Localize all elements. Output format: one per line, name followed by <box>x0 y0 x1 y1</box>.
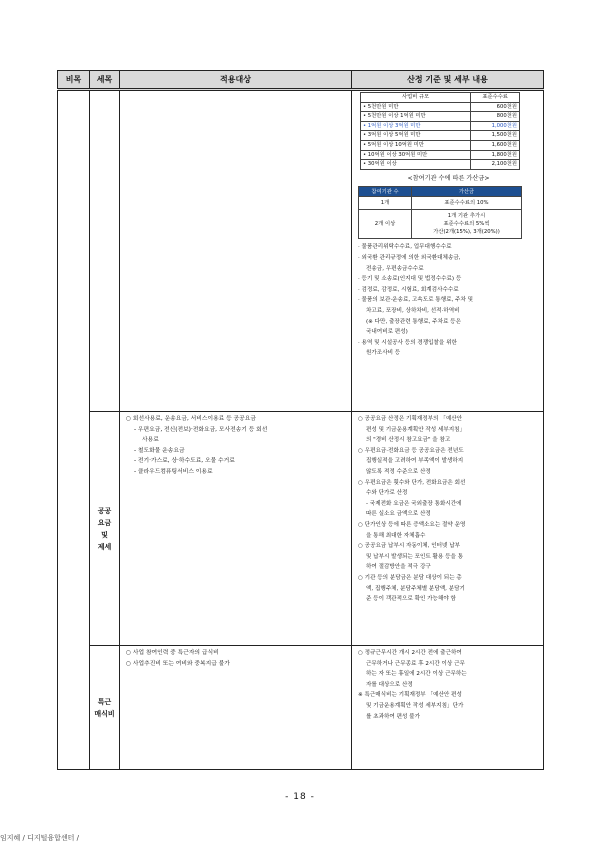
text-line: 자를 대상으로 산정 <box>366 681 413 688</box>
fee-header-scale: 사업비 규모 <box>361 93 471 103</box>
subcategory-label-line: 및 <box>101 530 108 539</box>
surcharge-caption: <참여기관 수에 따른 가산금> <box>407 174 490 182</box>
target-cell <box>120 412 352 646</box>
target-cell <box>120 646 352 770</box>
text-line: · 검정료, 감정료, 시험료, 회계검사수수료 <box>358 286 459 293</box>
subcategory-label-line: 특근 <box>97 697 112 706</box>
fee-row-value: 600천원 <box>471 102 520 112</box>
header-subcategory: 세목 <box>90 71 120 90</box>
text-line: - 클라우드컴퓨팅서비스 이용료 <box>134 468 213 475</box>
text-line: ○ 사업 참여인력 중 특근자의 급식비 <box>126 650 219 656</box>
fee-row-scale: • 30억원 이상 <box>361 160 471 170</box>
subcategory-label-line: 제세 <box>97 542 112 551</box>
subcategory-label-line: 매식비 <box>94 709 115 718</box>
text-line: 및 납부시 발생되는 포인트 활용 등을 통 <box>366 553 464 560</box>
text-line: 근무하거나 근무종료 후 2시간 이상 근무 <box>366 660 465 667</box>
text-line: 원가조사비 등 <box>366 350 401 357</box>
text-line: 차고료, 포장비, 상하차비, 선적·하역비 <box>366 307 460 314</box>
header-detail: 산정 기준 및 세부 내용 <box>352 71 544 90</box>
text-line: ○ 공공요금 납부시 자동이체, 인터넷 납부 <box>358 543 461 550</box>
surcharge-row1-count: 1개 <box>359 197 412 210</box>
text-line: 하는 자 또는 휴일에 2시간 이상 근무하는 <box>366 671 467 678</box>
subcategory-public-fees <box>90 412 120 646</box>
section3-detail-text <box>352 646 543 724</box>
text-line: (※ 다만, 출장관련 통행료, 주차료 등은 <box>366 318 461 325</box>
category-cell <box>58 90 90 770</box>
fee-row-scale: • 3억원 이상 5억원 미만 <box>361 131 471 141</box>
text-line: 를 초과하여 편성 불가 <box>366 713 420 720</box>
section2-detail-text <box>352 412 543 607</box>
fee-row-scale: • 1억원 이상 3억원 미만 <box>361 121 471 131</box>
surcharge-row2-line: 1개 기관 추가시 <box>447 213 486 220</box>
fee-row <box>361 121 520 131</box>
fee-row-scale: • 5천만원 미만 <box>361 102 471 112</box>
surcharge-row2-line: 표준수수료의 5%씩 <box>443 221 490 228</box>
budget-table <box>57 70 544 770</box>
text-line: 사용료 <box>142 437 159 444</box>
text-line: 액, 집행주체, 분담주체별 분담액, 분담기 <box>366 585 465 592</box>
fee-row <box>361 131 520 141</box>
table-row <box>58 646 544 770</box>
fee-row-value: 800천원 <box>471 112 520 122</box>
text-line: ○ 사업추진비 또는 여비와 중복지급 불가 <box>126 660 230 667</box>
page-number: - 18 - <box>285 792 315 802</box>
text-line: 수와 단가로 산정 <box>366 490 408 497</box>
fee-row <box>361 160 520 170</box>
detail-cell <box>352 646 544 770</box>
fee-row-scale: • 5천만원 이상 1억원 미만 <box>361 112 471 122</box>
text-line: ○ 우편요금은 횟수와 단가, 전화요금은 회선 <box>358 479 466 486</box>
text-line: 전송금, 우편송금수수료 <box>366 265 424 272</box>
text-line: - 우편요금, 전신(전보)·전화요금, 모사전송기 등 회선 <box>134 426 268 433</box>
section1-detail-text <box>358 242 539 359</box>
text-line: · 용역 및 시설공사 등의 경쟁입찰을 위한 <box>358 339 457 346</box>
text-line: ○ 단가인상 등에 따른 증액소요는 절약 운영 <box>358 521 466 528</box>
text-line: 의 "경비 산정시 참고요금" 을 참고 <box>366 437 451 444</box>
surcharge-header-amount: 가산금 <box>412 187 522 197</box>
surcharge-row1-amount: 표준수수료의 10% <box>412 197 522 210</box>
fee-row-scale: • 5억원 이상 10억원 미만 <box>361 140 471 150</box>
text-line: 집행실적을 고려하여 부족액이 발생하지 <box>366 458 464 465</box>
subcategory-cell <box>90 90 120 412</box>
fee-row-scale: • 10억원 이상 30억원 미만 <box>361 150 471 160</box>
fee-row <box>361 150 520 160</box>
footer-text: 임지혜 / 디지털융합센터 / <box>0 834 80 842</box>
fee-row-value: 1,800천원 <box>471 150 520 160</box>
text-line: - 전기·가스료, 상·하수도료, 오물 수거료 <box>134 458 235 465</box>
text-line: - 국제전화 요금은 국외출장 통화시간에 <box>366 500 462 507</box>
detail-cell <box>352 90 544 412</box>
header-target: 적용대상 <box>120 71 352 90</box>
header-category: 비목 <box>58 71 90 90</box>
text-line: · 등기 및 소송료(인지대 및 법정수수료) 등 <box>358 276 462 283</box>
subcategory-label-line: 요금 <box>97 518 112 527</box>
fee-row <box>361 112 520 122</box>
section2-target-text <box>120 412 351 480</box>
section3-target-text <box>120 646 351 671</box>
table-row <box>58 412 544 646</box>
text-line: 않도록 적정 수준으로 산정 <box>366 468 431 475</box>
text-line: 국내여비로 편성) <box>366 329 408 336</box>
subcategory-overtime-meal <box>90 646 120 770</box>
fee-row-value: 1,500천원 <box>471 131 520 141</box>
fee-row <box>361 140 520 150</box>
text-line: 준 등이 객관적으로 확인 가능해야 함 <box>366 596 456 603</box>
target-cell <box>120 90 352 412</box>
text-line: 및 기금운용계획안 작성 세부지침」단가 <box>366 702 464 709</box>
text-line: 을 통해 최대한 자체흡수 <box>366 532 426 539</box>
text-line: · 외국환 관리규정에 의한 외국환대체송금, <box>358 254 461 261</box>
text-line: · 물품의 보관·운송료, 고속도로 통행료, 주차 및 <box>358 297 474 304</box>
standard-fee-table <box>360 92 520 170</box>
text-line: 편성 및 기금운용계획안 작성 세부지침」 <box>366 426 466 433</box>
text-line: 따른 실소요 금액으로 산정 <box>366 511 431 518</box>
surcharge-row2-count: 2개 이상 <box>359 210 412 239</box>
fee-row-value: 1,600천원 <box>471 140 520 150</box>
text-line: ※ 특근매식비는 기획재정부 「예산안 편성 <box>358 692 462 699</box>
surcharge-row2-amount <box>412 210 522 239</box>
text-line: ○ 회선사용료, 운송요금, 서비스이용료 등 공공요금 <box>126 416 256 422</box>
text-line: - 철도화물 운송요금 <box>134 447 185 454</box>
fee-row <box>361 102 520 112</box>
surcharge-header-count: 참여기관 수 <box>359 187 412 197</box>
text-line: ○ 기관 등의 분담금은 분담 대상이 되는 총 <box>358 574 462 581</box>
table-row <box>58 90 544 412</box>
text-line: ○ 우편요금·전화요금 등 공공요금은 전년도 <box>358 447 464 454</box>
surcharge-row2-line: 가산(2개(15%), 3개(20%)) <box>433 229 500 236</box>
text-line: 하여 절감방안을 적극 강구 <box>366 564 431 571</box>
surcharge-table <box>358 186 522 239</box>
text-line: ○ 정규근무시간 개시 2시간 전에 출근하여 <box>358 650 462 656</box>
detail-cell <box>352 412 544 646</box>
table-header-row <box>58 71 544 90</box>
fee-row-value: 2,100천원 <box>471 160 520 170</box>
subcategory-label-line: 공공 <box>97 506 112 515</box>
fee-header-fee: 표준수수료 <box>471 93 520 103</box>
fee-row-value: 1,000천원 <box>471 121 520 131</box>
text-line: ○ 공공요금 산정은 기획재정부의 「예산안 <box>358 416 463 422</box>
text-line: · 물품관리위탁수수료, 업무대행수수료 <box>358 244 452 251</box>
